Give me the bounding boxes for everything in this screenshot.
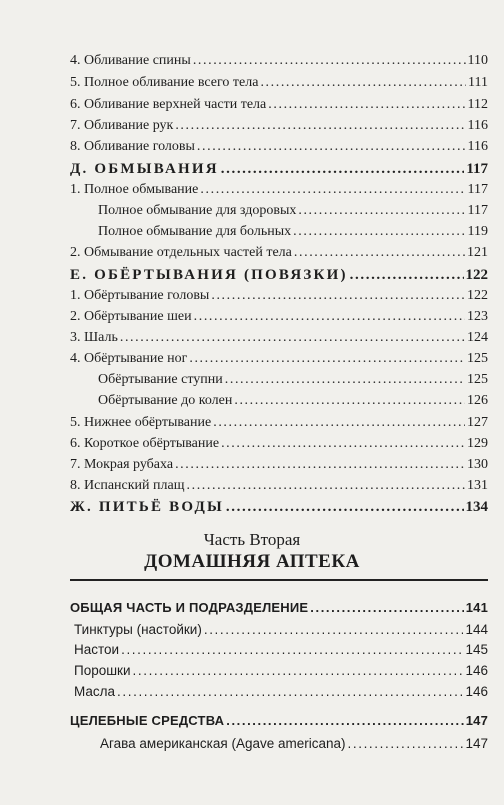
toc-entry-page: 146 xyxy=(465,684,488,699)
toc-entry-page: 125 xyxy=(467,372,488,387)
toc-entry xyxy=(70,284,488,304)
toc-entry-label: Агава американская (Agave americana) xyxy=(100,736,346,751)
toc-entry-page: 147 xyxy=(465,736,488,751)
part-title: ДОМАШНЯЯ АПТЕКА xyxy=(144,551,360,572)
toc-entry-label: 4. Обливание спины xyxy=(70,53,191,68)
toc-entry-page: 126 xyxy=(467,393,488,408)
toc-entry-page: 141 xyxy=(465,600,488,615)
toc-entry-label: 4. Обёртывание ног xyxy=(70,351,188,366)
toc-entry xyxy=(98,199,488,219)
toc-entry-label: 8. Испанский плащ xyxy=(70,478,185,493)
toc-entry xyxy=(70,135,488,155)
toc-entry xyxy=(74,618,488,638)
toc-entry-page: 127 xyxy=(467,415,488,430)
dot-leader xyxy=(234,393,465,409)
toc-entry-label: 6. Короткое обёртывание xyxy=(70,436,220,451)
toc-entry xyxy=(70,305,488,325)
toc-entry xyxy=(74,638,488,658)
toc-entry xyxy=(70,71,488,91)
toc-entry-page: 110 xyxy=(467,53,488,68)
toc-entry-page: 117 xyxy=(467,203,488,218)
dot-leader xyxy=(298,203,465,219)
dot-leader xyxy=(189,351,465,367)
toc-entry xyxy=(70,49,488,69)
toc-section-heading xyxy=(70,596,488,616)
toc-entry-page: 125 xyxy=(467,351,488,366)
toc-entry-label: Полное обмывание для больных xyxy=(98,224,292,239)
toc-entry xyxy=(100,732,488,752)
toc-entry-label: 5. Нижнее обёртывание xyxy=(70,415,212,430)
toc-entry xyxy=(70,453,488,473)
toc-entry-page: 116 xyxy=(467,118,488,133)
title-underline xyxy=(70,579,488,581)
dot-leader xyxy=(200,182,465,198)
toc-entry-label: 6. Обливание верхней части тела xyxy=(70,97,267,112)
dot-leader xyxy=(121,642,463,658)
toc-entry-page: 124 xyxy=(467,330,488,345)
dot-leader xyxy=(187,478,466,494)
dot-leader xyxy=(175,118,465,134)
dot-leader xyxy=(350,267,464,283)
toc-entry xyxy=(98,389,488,409)
toc-entry-label: 7. Обливание рук xyxy=(70,118,174,133)
toc-entry-label: Ж. ПИТЬЁ ВОДЫ xyxy=(70,499,224,515)
toc-section-heading xyxy=(70,495,488,515)
toc-entry-page: 111 xyxy=(468,75,488,90)
toc-entry-page: 122 xyxy=(467,288,488,303)
toc-entry-label: 8. Обливание головы xyxy=(70,139,195,154)
toc-entry-label: ОБЩАЯ ЧАСТЬ И ПОДРАЗДЕЛЕНИЕ xyxy=(70,600,309,615)
toc-entry xyxy=(98,368,488,388)
toc-entry xyxy=(70,93,488,113)
toc-entry-page: 146 xyxy=(465,663,488,678)
toc-entry-page: 134 xyxy=(465,499,488,515)
toc-entry-label: Масла xyxy=(74,684,116,699)
toc-entry-label: 3. Шаль xyxy=(70,330,118,345)
toc-entry xyxy=(74,680,488,700)
dot-leader xyxy=(310,600,463,616)
dot-leader xyxy=(133,663,464,679)
toc-section-heading xyxy=(70,709,488,729)
toc-entry-label: Д. ОБМЫВАНИЯ xyxy=(70,161,219,177)
part-label: Часть Вторая xyxy=(203,530,301,549)
toc-entry-label: 5. Полное обливание всего тела xyxy=(70,75,259,90)
toc-entry-label: 1. Обёртывание головы xyxy=(70,288,210,303)
toc-entry xyxy=(70,326,488,346)
toc-entry-label: 1. Полное обмывание xyxy=(70,182,199,197)
toc-entry-label: Порошки xyxy=(74,663,131,678)
toc-entry-page: 129 xyxy=(467,436,488,451)
dot-leader xyxy=(197,139,466,155)
toc-entry-label: 2. Обёртывание шеи xyxy=(70,309,192,324)
dot-leader xyxy=(221,436,465,452)
toc-entry-page: 145 xyxy=(465,642,488,657)
dot-leader xyxy=(226,499,464,515)
dot-leader xyxy=(221,161,465,177)
dot-leader xyxy=(117,684,463,700)
dot-leader xyxy=(268,97,465,113)
dot-leader xyxy=(175,457,465,473)
dot-leader xyxy=(348,736,464,752)
toc-entry xyxy=(98,220,488,240)
toc-entry xyxy=(70,411,488,431)
dot-leader xyxy=(194,309,465,325)
dot-leader xyxy=(193,53,466,69)
toc-entry-page: 117 xyxy=(466,161,488,177)
toc-entry-label: 7. Мокрая рубаха xyxy=(70,457,174,472)
toc-entry-page: 121 xyxy=(467,245,488,260)
dot-leader xyxy=(213,415,465,431)
toc-entry-page: 144 xyxy=(465,622,488,637)
toc-entry-page: 122 xyxy=(465,267,488,283)
toc-entry xyxy=(70,114,488,134)
toc-entry-label: Е. ОБЁРТЫВАНИЯ (ПОВЯЗКИ) xyxy=(70,267,348,283)
toc-section-heading xyxy=(70,157,488,177)
toc-entry-label: Полное обмывание для здоровых xyxy=(98,203,297,218)
toc-entry xyxy=(74,659,488,679)
toc-entry-label: 2. Обмывание отдельных частей тела xyxy=(70,245,292,260)
dot-leader xyxy=(260,75,466,91)
toc-entry-label: Настои xyxy=(74,642,120,657)
dot-leader xyxy=(204,622,464,638)
toc-entry xyxy=(70,347,488,367)
toc-entry xyxy=(70,241,488,261)
toc-entry-label: Обёртывание ступни xyxy=(98,372,223,387)
dot-leader xyxy=(294,245,465,261)
toc-entry-page: 147 xyxy=(465,713,488,728)
toc-entry-page: 119 xyxy=(467,224,488,239)
toc-entry-page: 131 xyxy=(467,478,488,493)
toc-entry-page: 117 xyxy=(467,182,488,197)
toc-entry xyxy=(70,432,488,452)
dot-leader xyxy=(225,372,465,388)
toc-entry-label: Обёртывание до колен xyxy=(98,393,233,408)
toc-entry-label: Тинктуры (настойки) xyxy=(74,622,202,637)
toc-entry-page: 130 xyxy=(467,457,488,472)
toc-entry-page: 112 xyxy=(467,97,488,112)
dot-leader xyxy=(226,713,463,729)
toc-section-heading xyxy=(70,263,488,283)
toc-entry xyxy=(70,178,488,198)
dot-leader xyxy=(211,288,465,304)
toc-entry-page: 123 xyxy=(467,309,488,324)
dot-leader xyxy=(120,330,465,346)
toc-entry-page: 116 xyxy=(467,139,488,154)
dot-leader xyxy=(293,224,465,240)
toc-entry xyxy=(70,474,488,494)
toc-entry-label: ЦЕЛЕБНЫЕ СРЕДСТВА xyxy=(70,713,225,728)
